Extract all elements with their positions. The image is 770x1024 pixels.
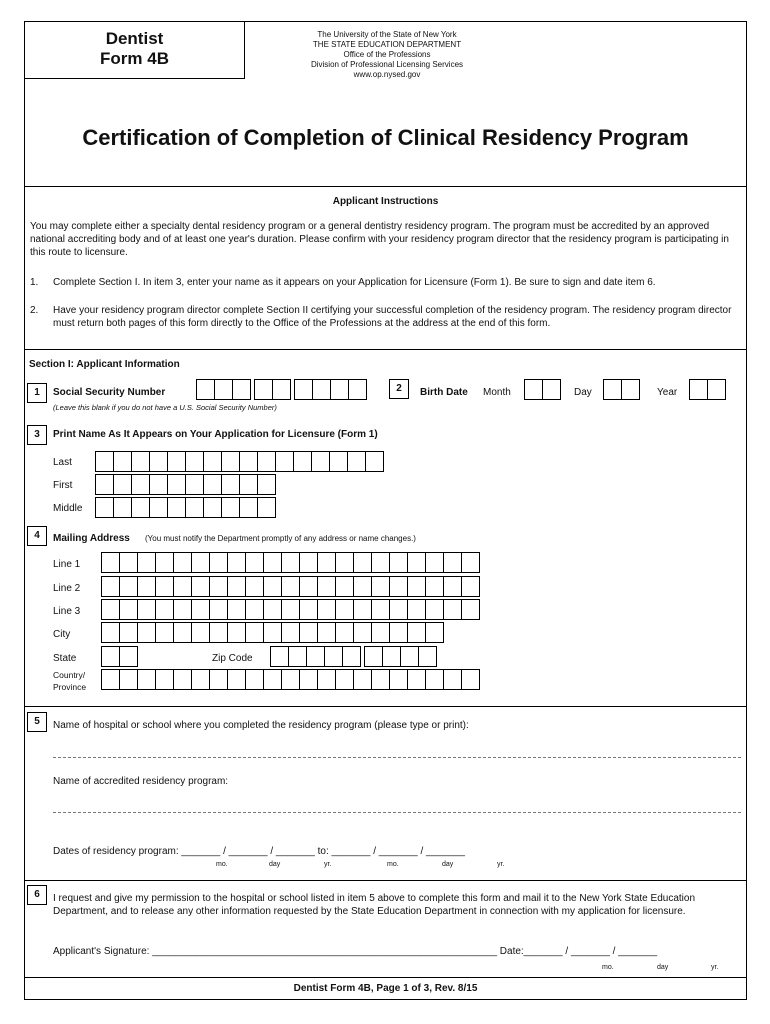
ssn-field[interactable] [196,379,366,400]
character-cell[interactable] [707,379,726,400]
item-6-number: 6 [27,885,47,905]
character-cell[interactable] [239,497,258,518]
day-label: Day [574,387,592,398]
character-cell[interactable] [137,669,156,690]
character-cell[interactable] [443,669,462,690]
ssn-label: Social Security Number [53,387,166,398]
instructions-heading: Applicant Instructions [332,196,439,207]
character-cell[interactable] [270,646,289,667]
character-cell[interactable] [185,474,204,495]
character-cell[interactable] [101,599,120,620]
character-cell[interactable] [407,669,426,690]
character-cell[interactable] [418,646,437,667]
character-cell[interactable] [621,379,640,400]
character-cell[interactable] [347,451,366,472]
character-cell[interactable] [263,669,282,690]
program-input-line[interactable] [53,812,741,813]
character-cell[interactable] [400,646,419,667]
character-cell[interactable] [239,451,258,472]
city-label: City [53,629,71,640]
character-cell[interactable] [113,497,132,518]
agency-line: THE STATE EDUCATION DEPARTMENT [312,40,462,49]
signature-line[interactable]: Applicant's Signature: ______________________________________________________________ Date:_______ / _______ / _______ [53,946,658,957]
character-cell[interactable] [461,576,480,597]
country-label: Country/ [53,670,86,680]
character-cell[interactable] [185,497,204,518]
zip-code-field[interactable] [270,646,436,667]
character-cell[interactable] [306,646,325,667]
character-cell[interactable] [335,599,354,620]
character-cell[interactable] [281,669,300,690]
character-cell[interactable] [209,576,228,597]
section-1-title: Section I: Applicant Information [29,359,180,370]
character-cell[interactable] [317,576,336,597]
character-cell[interactable] [214,379,233,400]
character-cell[interactable] [119,552,138,573]
character-cell[interactable] [95,474,114,495]
character-cell[interactable] [185,451,204,472]
middle-name-label: Middle [53,503,83,514]
character-cell[interactable] [155,552,174,573]
item-5-number: 5 [27,712,47,732]
character-cell[interactable] [353,669,372,690]
character-cell[interactable] [317,622,336,643]
character-cell[interactable] [461,552,480,573]
character-cell[interactable] [257,497,276,518]
ssn-note: (Leave this blank if you do not have a U.S. Social Security Number) [53,403,277,412]
address-line-1-field[interactable] [101,552,479,573]
character-cell[interactable] [299,622,318,643]
character-cell[interactable] [245,669,264,690]
character-cell[interactable] [196,379,215,400]
character-cell[interactable] [149,497,168,518]
date-month-caption: mo. [602,964,614,971]
zip-code-label: Zip Code [212,653,253,664]
character-cell[interactable] [382,646,401,667]
character-cell[interactable] [371,622,390,643]
character-cell[interactable] [371,552,390,573]
character-cell[interactable] [524,379,543,400]
character-cell[interactable] [173,669,192,690]
character-cell[interactable] [232,379,251,400]
form-name: Dentist [105,29,164,48]
character-cell[interactable] [191,552,210,573]
character-cell[interactable] [221,451,240,472]
character-cell[interactable] [191,669,210,690]
character-cell[interactable] [191,576,210,597]
character-cell[interactable] [167,497,186,518]
city-field[interactable] [101,622,443,643]
agency-website: www.op.nysed.gov [353,70,421,79]
character-cell[interactable] [293,451,312,472]
character-cell[interactable] [173,576,192,597]
character-cell[interactable] [330,379,349,400]
form-page [24,21,747,1000]
instructions-intro: You may complete either a specialty dental residency program or a general dentistry residency program. The program must be accredited by an approved national accrediting body and of at least one year's duration. Please confirm with your residency program director that the residency program is participating in this route to licensure. [30,221,729,258]
character-cell[interactable] [173,552,192,573]
step-2-number: 2. [30,305,39,316]
character-cell[interactable] [299,669,318,690]
address-line-1-label: Line 1 [53,559,81,570]
character-cell[interactable] [119,576,138,597]
character-cell[interactable] [254,379,273,400]
birth-day-field[interactable] [603,379,639,400]
consent-text: I request and give my permission to the hospital or school listed in item 5 above to complete this form and mail it to the New York State Education Department, and to release any other information requested by the State Education Department in connection with my application for licensure. [53,893,696,917]
character-cell[interactable] [101,622,120,643]
character-cell[interactable] [371,669,390,690]
character-cell[interactable] [167,451,186,472]
divider [25,977,746,978]
character-cell[interactable] [425,622,444,643]
address-line-3-label: Line 3 [53,606,81,617]
divider [25,706,746,707]
character-cell[interactable] [155,599,174,620]
address-line-3-field[interactable] [101,599,479,620]
character-cell[interactable] [131,474,150,495]
form-number: Form 4B [100,49,169,68]
year-label: Year [657,387,678,398]
character-cell[interactable] [173,599,192,620]
character-cell[interactable] [272,379,291,400]
residency-dates-line[interactable]: Dates of residency program: _______ / _______ / _______ to: _______ / _______ / _______ [53,846,465,857]
character-cell[interactable] [149,474,168,495]
character-cell[interactable] [407,599,426,620]
agency-block [287,30,487,80]
character-cell[interactable] [329,451,348,472]
character-cell[interactable] [443,552,462,573]
name-label: Print Name As It Appears on Your Application for Licensure (Form 1) [53,429,378,440]
agency-line: Division of Professional Licensing Services [310,60,464,69]
step-1-number: 1. [30,277,39,288]
birth-date-label: Birth Date [420,387,468,398]
character-cell[interactable] [119,599,138,620]
character-cell[interactable] [371,576,390,597]
character-cell[interactable] [209,669,228,690]
first-name-label: First [53,480,73,491]
character-cell[interactable] [227,576,246,597]
address-note: (You must notify the Department promptly of any address or name changes.) [145,534,416,543]
character-cell[interactable] [461,599,480,620]
character-cell[interactable] [203,497,222,518]
character-cell[interactable] [335,576,354,597]
character-cell[interactable] [95,497,114,518]
program-label: Name of accredited residency program: [53,776,229,787]
character-cell[interactable] [119,646,138,667]
country-province-field[interactable] [101,669,479,690]
character-cell[interactable] [353,552,372,573]
character-cell[interactable] [335,552,354,573]
page-footer: Dentist Form 4B, Page 1 of 3, Rev. 8/15 [293,983,478,994]
character-cell[interactable] [364,646,383,667]
character-cell[interactable] [263,599,282,620]
character-cell[interactable] [155,576,174,597]
item-4-number: 4 [27,526,47,546]
province-label: Province [53,682,87,692]
character-cell[interactable] [294,379,313,400]
character-cell[interactable] [342,646,361,667]
character-cell[interactable] [407,622,426,643]
character-cell[interactable] [348,379,367,400]
character-cell[interactable] [137,552,156,573]
character-cell[interactable] [203,474,222,495]
character-cell[interactable] [101,646,120,667]
character-cell[interactable] [299,552,318,573]
character-cell[interactable] [257,451,276,472]
character-cell[interactable] [263,622,282,643]
character-cell[interactable] [288,646,307,667]
hospital-label: Name of hospital or school where you completed the residency program (please type or print): [53,720,469,731]
divider [25,186,746,187]
character-cell[interactable] [221,497,240,518]
character-cell[interactable] [95,451,114,472]
character-cell[interactable] [245,599,264,620]
birth-year-field[interactable] [689,379,725,400]
character-cell[interactable] [113,474,132,495]
character-cell[interactable] [407,576,426,597]
character-cell[interactable] [317,599,336,620]
character-cell[interactable] [155,622,174,643]
character-cell[interactable] [365,451,384,472]
character-cell[interactable] [239,474,258,495]
character-cell[interactable] [324,646,343,667]
agency-line: Office of the Professions [343,50,431,59]
hospital-input-line[interactable] [53,757,741,758]
character-cell[interactable] [221,474,240,495]
character-cell[interactable] [137,622,156,643]
character-cell[interactable] [191,599,210,620]
character-cell[interactable] [245,576,264,597]
character-cell[interactable] [245,622,264,643]
character-cell[interactable] [281,599,300,620]
character-cell[interactable] [425,552,444,573]
character-cell[interactable] [542,379,561,400]
start-month-caption: mo. [216,861,228,868]
character-cell[interactable] [281,622,300,643]
step-2-text: Have your residency program director complete Section II certifying your successful completion of the residency program. The residency program director must return both pages of this form directly to the Office of the Professions at the address at the end of this form. [53,305,732,329]
character-cell[interactable] [407,552,426,573]
form-id-box [25,22,245,79]
character-cell[interactable] [191,622,210,643]
last-name-field[interactable] [95,451,383,472]
start-year-caption: yr. [324,861,332,868]
character-cell[interactable] [299,576,318,597]
item-3-number: 3 [27,425,47,445]
character-cell[interactable] [227,669,246,690]
birth-month-field[interactable] [524,379,560,400]
character-cell[interactable] [167,474,186,495]
character-cell[interactable] [137,599,156,620]
character-cell[interactable] [227,552,246,573]
form-title: Certification of Completion of Clinical Residency Program [82,125,689,150]
character-cell[interactable] [203,451,222,472]
agency-line: The University of the State of New York [317,30,457,39]
state-field[interactable] [101,646,137,667]
character-cell[interactable] [209,552,228,573]
character-cell[interactable] [389,576,408,597]
character-cell[interactable] [101,669,120,690]
step-1-text: Complete Section I. In item 3, enter your name as it appears on your Application for Licensure (Form 1). Be sure to sign and date item 6. [53,277,656,288]
address-line-2-field[interactable] [101,576,479,597]
character-cell[interactable] [155,669,174,690]
character-cell[interactable] [131,451,150,472]
character-cell[interactable] [209,599,228,620]
date-day-caption: day [657,964,669,971]
state-label: State [53,653,77,664]
mailing-address-label: Mailing Address [53,533,130,544]
character-cell[interactable] [335,622,354,643]
character-cell[interactable] [245,552,264,573]
character-cell[interactable] [689,379,708,400]
date-year-caption: yr. [711,964,719,971]
character-cell[interactable] [101,576,120,597]
character-cell[interactable] [425,599,444,620]
character-cell[interactable] [389,599,408,620]
character-cell[interactable] [131,497,150,518]
character-cell[interactable] [317,552,336,573]
character-cell[interactable] [603,379,622,400]
first-name-field[interactable] [95,474,275,495]
character-cell[interactable] [119,622,138,643]
character-cell[interactable] [425,576,444,597]
character-cell[interactable] [317,669,336,690]
character-cell[interactable] [443,576,462,597]
character-cell[interactable] [263,552,282,573]
character-cell[interactable] [227,622,246,643]
address-line-2-label: Line 2 [53,583,81,594]
end-year-caption: yr. [497,861,505,868]
character-cell[interactable] [281,552,300,573]
character-cell[interactable] [312,379,331,400]
character-cell[interactable] [425,669,444,690]
character-cell[interactable] [389,552,408,573]
character-cell[interactable] [389,622,408,643]
character-cell[interactable] [353,622,372,643]
character-cell[interactable] [113,451,132,472]
start-day-caption: day [269,861,281,868]
end-month-caption: mo. [387,861,399,868]
character-cell[interactable] [311,451,330,472]
divider [25,880,746,881]
character-cell[interactable] [101,552,120,573]
character-cell[interactable] [335,669,354,690]
character-cell[interactable] [353,599,372,620]
middle-name-field[interactable] [95,497,275,518]
character-cell[interactable] [149,451,168,472]
character-cell[interactable] [443,599,462,620]
character-cell[interactable] [257,474,276,495]
character-cell[interactable] [299,599,318,620]
item-1-number: 1 [27,383,47,403]
character-cell[interactable] [281,576,300,597]
character-cell[interactable] [263,576,282,597]
character-cell[interactable] [389,669,408,690]
month-label: Month [483,387,511,398]
character-cell[interactable] [209,622,228,643]
divider [25,349,746,350]
character-cell[interactable] [275,451,294,472]
last-name-label: Last [53,457,72,468]
character-cell[interactable] [119,669,138,690]
item-2-number: 2 [389,379,409,399]
character-cell[interactable] [137,576,156,597]
end-day-caption: day [442,861,454,868]
character-cell[interactable] [227,599,246,620]
character-cell[interactable] [371,599,390,620]
character-cell[interactable] [173,622,192,643]
character-cell[interactable] [353,576,372,597]
character-cell[interactable] [461,669,480,690]
